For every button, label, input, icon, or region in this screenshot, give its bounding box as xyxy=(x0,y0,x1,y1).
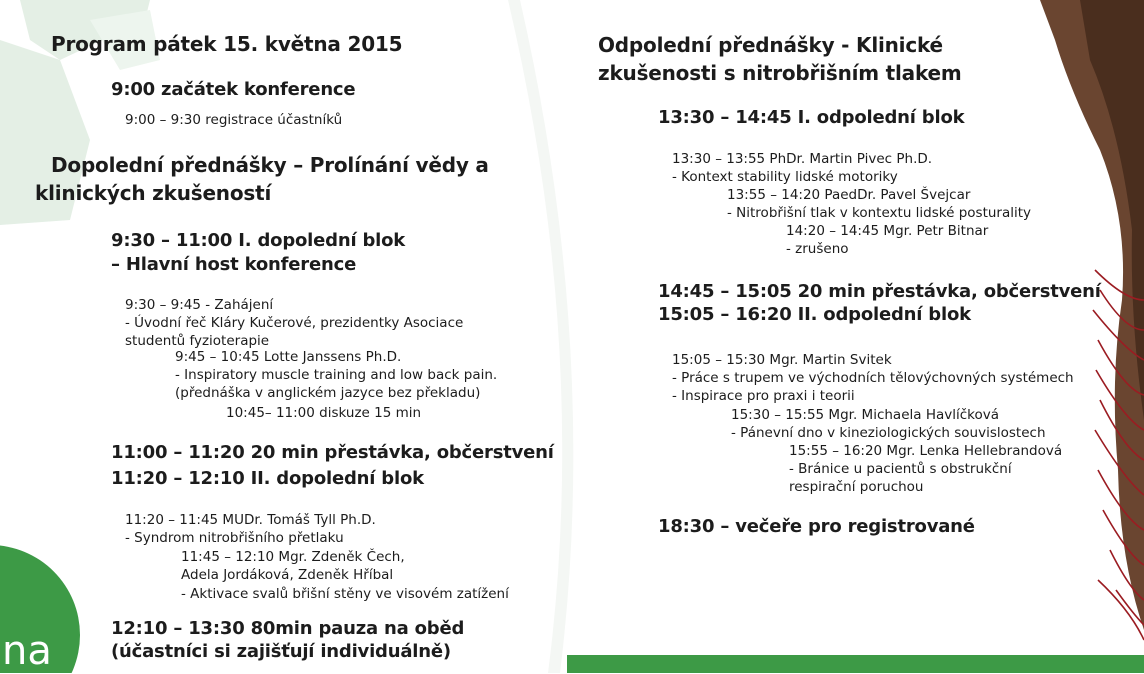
corner-logo-text: na xyxy=(2,628,52,674)
lunch-break: 12:10 – 13:30 80min pauza na oběd xyxy=(111,618,465,639)
green-footer-bar xyxy=(567,655,1144,673)
morning-block1-subtitle: – Hlavní host konference xyxy=(111,254,357,275)
schedule-item: 10:45– 11:00 diskuze 15 min xyxy=(226,405,422,421)
schedule-item: studentů fyzioterapie xyxy=(125,333,270,349)
schedule-item: respirační poruchou xyxy=(789,479,924,495)
schedule-item: - Inspirace pro praxi i teorii xyxy=(672,388,855,404)
morning-heading-line2: klinických zkušeností xyxy=(35,181,272,205)
schedule-item: - Nitrobřišní tlak v kontextu lidské posturality xyxy=(727,205,1032,221)
morning-heading-line1: Dopolední přednášky – Prolínání vědy a xyxy=(51,153,489,177)
schedule-item: - Bránice u pacientů s obstrukční xyxy=(789,461,1012,477)
schedule-item: 11:45 – 12:10 Mgr. Zdeněk Čech, xyxy=(181,549,405,565)
afternoon-block1-title: 13:30 – 14:45 I. odpolední blok xyxy=(658,107,965,128)
schedule-item: - Úvodní řeč Kláry Kučerové, prezidentky Asociace xyxy=(125,315,464,331)
schedule-item: 15:05 – 15:30 Mgr. Martin Svitek xyxy=(672,352,892,368)
conference-start: 9:00 začátek konference xyxy=(111,79,356,100)
schedule-item: 15:55 – 16:20 Mgr. Lenka Hellebrandová xyxy=(789,443,1063,459)
schedule-item: 11:20 – 11:45 MUDr. Tomáš Tyll Ph.D. xyxy=(125,512,376,528)
schedule-item: - Práce s trupem ve východních tělovýchovných systémech xyxy=(672,370,1074,386)
schedule-item: 9:30 – 9:45 - Zahájení xyxy=(125,297,274,313)
schedule-item: 13:30 – 13:55 PhDr. Martin Pivec Ph.D. xyxy=(672,151,933,167)
schedule-item: 14:20 – 14:45 Mgr. Petr Bitnar xyxy=(786,223,989,239)
schedule-item: Adela Jordáková, Zdeněk Hříbal xyxy=(181,567,394,583)
morning-block1-title: 9:30 – 11:00 I. dopolední blok xyxy=(111,230,406,251)
schedule-item: - Inspiratory muscle training and low back pain. xyxy=(175,367,498,383)
afternoon-heading-line2: zkušenosti s nitrobřišním tlakem xyxy=(598,61,962,85)
schedule-item: - Syndrom nitrobřišního přetlaku xyxy=(125,530,344,546)
afternoon-heading-line1: Odpolední přednášky - Klinické xyxy=(598,33,943,57)
schedule-item: 13:55 – 14:20 PaedDr. Pavel Švejcar xyxy=(727,187,971,203)
program-title: Program pátek 15. května 2015 xyxy=(51,32,403,56)
schedule-item: - Kontext stability lidské motoriky xyxy=(672,169,898,185)
schedule-item: - zrušeno xyxy=(786,241,849,257)
schedule-item: 9:45 – 10:45 Lotte Janssens Ph.D. xyxy=(175,349,402,365)
morning-block2-title: 11:20 – 12:10 II. dopolední blok xyxy=(111,468,424,489)
schedule-item: 15:30 – 15:55 Mgr. Michaela Havlíčková xyxy=(731,407,1000,423)
afternoon-break: 14:45 – 15:05 20 min přestávka, občerstvení xyxy=(658,281,1101,302)
morning-break: 11:00 – 11:20 20 min přestávka, občerstvení xyxy=(111,442,554,463)
schedule-item: (přednáška v anglickém jazyce bez překladu) xyxy=(175,385,481,401)
registration-line: 9:00 – 9:30 registrace účastníků xyxy=(125,112,343,128)
schedule-item: - Pánevní dno v kineziologických souvislostech xyxy=(731,425,1046,441)
afternoon-block2-title: 15:05 – 16:20 II. odpolední blok xyxy=(658,304,971,325)
dinner: 18:30 – večeře pro registrované xyxy=(658,516,975,537)
light-curve xyxy=(508,0,573,673)
schedule-item: - Aktivace svalů břišní stěny ve visovém zatížení xyxy=(181,586,509,602)
lunch-note: (účastníci si zajišťují individuálně) xyxy=(111,641,451,662)
